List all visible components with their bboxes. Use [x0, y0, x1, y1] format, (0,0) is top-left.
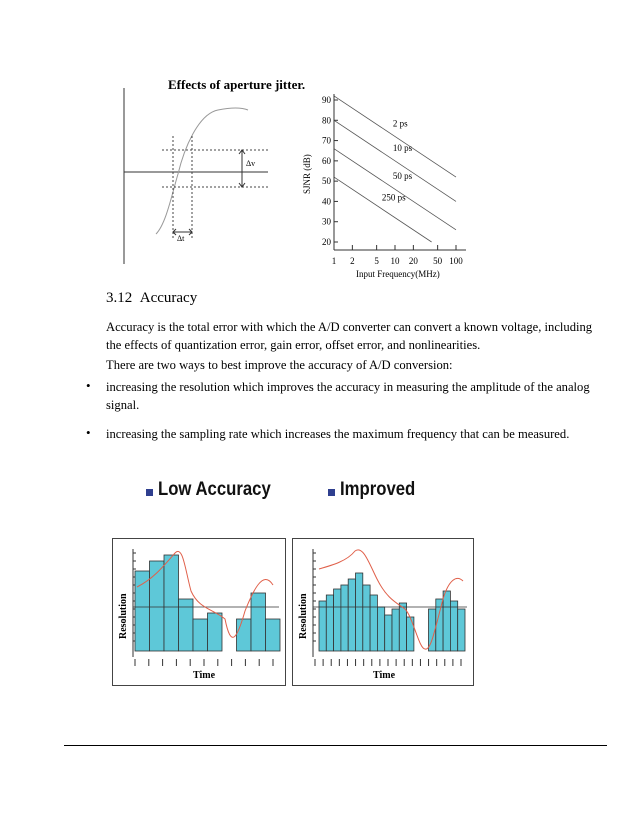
jitter-figure [118, 74, 306, 264]
sjnr-y-tick-label: 30 [322, 216, 331, 227]
bullet-item-sampling: increasing the sampling rate which increases the maximum frequency that can be measured. [106, 427, 570, 441]
resolution-bar [458, 609, 465, 651]
sjnr-series-label: 10 ps [392, 142, 413, 153]
left-panel-xlabel: Time [193, 670, 216, 681]
improve-paragraph: There are two ways to best improve the accuracy of A/D conversion: [106, 358, 453, 372]
sjnr-series-line [334, 96, 456, 177]
footer-rule [64, 745, 607, 746]
sjnr-x-tick-label: 10 [390, 256, 400, 266]
resolution-bar [356, 573, 363, 651]
resolution-bar [135, 571, 150, 651]
legend-improved [328, 479, 416, 501]
resolution-bar [348, 579, 355, 651]
legend-improved-label: Improved [340, 479, 416, 500]
sjnr-xlabel: Input Frequency(MHz) [356, 269, 440, 279]
sjnr-y-tick-label: 80 [322, 115, 331, 126]
sjnr-y-tick-label: 90 [322, 95, 331, 105]
section-heading [106, 290, 197, 307]
resolution-bar [334, 589, 341, 651]
resolution-bar [377, 607, 384, 651]
legend-low-accuracy-label: Low Accuracy [158, 479, 271, 500]
legend-square-icon [328, 489, 335, 496]
resolution-bar [341, 585, 348, 651]
right-panel-xlabel: Time [373, 670, 396, 681]
resolution-bar [407, 617, 414, 651]
sjnr-x-tick-label: 1 [331, 256, 337, 266]
resolution-bar [208, 613, 223, 651]
sjnr-x-tick-label: 100 [449, 256, 463, 266]
legend-square-icon [146, 489, 153, 496]
bullet-item-resolution: increasing the resolution which improves the accuracy in measuring the amplitude of the analog signal. [106, 380, 590, 412]
resolution-bar [193, 619, 208, 651]
resolution-bar [266, 619, 281, 651]
resolution-bar [150, 561, 165, 651]
resolution-bar [385, 615, 392, 651]
left-panel-ylabel: Resolution [118, 593, 129, 639]
sjnr-chart [296, 86, 476, 282]
sjnr-y-tick-label: 70 [322, 135, 331, 146]
sjnr-y-tick-label: 50 [322, 176, 331, 187]
sjnr-x-tick-label: 50 [433, 256, 443, 266]
low-accuracy-plot [113, 539, 285, 685]
sjnr-series-label: 250 ps [381, 192, 406, 203]
section-title: Accuracy [139, 290, 198, 306]
sjnr-y-tick-label: 20 [322, 237, 331, 247]
sjnr-chart-svg [296, 86, 476, 282]
improved-panel [292, 538, 474, 686]
sjnr-y-tick-label: 40 [322, 196, 331, 207]
resolution-bar [392, 609, 399, 651]
resolution-bar [319, 601, 326, 651]
resolution-bar [370, 595, 377, 651]
resolution-bar [251, 593, 266, 651]
resolution-bar [237, 619, 252, 651]
improved-plot [293, 539, 473, 685]
sjnr-series-line [334, 177, 432, 242]
low-accuracy-panel [112, 538, 286, 686]
resolution-bar [450, 601, 457, 651]
accuracy-paragraph: Accuracy is the total error with which the A/D converter can convert a known voltage, including the effects of quantization error, gain error, offset error, and nonlinearities. [106, 320, 593, 352]
sjnr-x-tick-label: 20 [408, 256, 418, 266]
sjnr-ylabel: SJNR (dB) [302, 154, 312, 194]
sjnr-series-label: 2 ps [392, 118, 408, 129]
resolution-bar [443, 591, 450, 651]
resolution-bar [164, 555, 179, 651]
sjnr-y-tick-label: 60 [322, 155, 331, 166]
resolution-bar [363, 585, 370, 651]
jitter-signal-curve [156, 108, 248, 234]
dv-label: Δv [246, 159, 256, 168]
right-panel-ylabel: Resolution [298, 593, 309, 639]
jitter-diagram [118, 74, 306, 264]
jitter-title: Effects of aperture jitter. [168, 77, 306, 92]
sjnr-x-tick-label: 5 [374, 256, 379, 266]
sjnr-x-tick-label: 2 [350, 256, 355, 266]
section-number: 3.12 [106, 290, 133, 306]
sjnr-series-label: 50 ps [392, 171, 413, 182]
bullet-marker: • [86, 378, 91, 393]
resolution-bar [326, 595, 333, 651]
legend-low-accuracy [146, 479, 271, 501]
bullet-marker: • [86, 425, 91, 440]
dt-label: Δt [177, 234, 185, 243]
